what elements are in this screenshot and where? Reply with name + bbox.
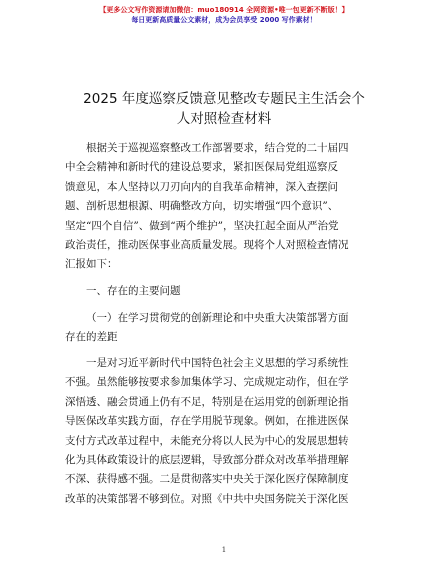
paragraph-1-line: 中全会精神和新时代的建设总要求，紧扣医保局党组巡察反 xyxy=(65,161,338,174)
document-title-line-2: 人对照检查材料 xyxy=(176,111,272,127)
paragraph-2-line: 深悟透、融会贯通上仍有不足，特别是在运用党的创新理论指 xyxy=(65,395,349,408)
promo-banner-line-1: 【更多公文写作资源请加微信：muo180914 全网资源•唯一包更新不断版！】 xyxy=(99,6,349,14)
paragraph-1-line: 政治责任，推动医保事业高质量发展。现将个人对照检查情况 xyxy=(65,239,349,251)
paragraph-2-line: 一是对习近平新时代中国特色社会主义思想的学习系统性 xyxy=(86,357,349,369)
section-heading: 一、存在的主要问题 xyxy=(86,285,181,297)
paragraph-2-line: 改革的决策部署不够到位。对照《中共中央国务院关于深化医 xyxy=(65,492,349,505)
subsection-heading-line: （一）在学习贯彻党的创新理论和中央重大决策部署方面 xyxy=(86,312,349,324)
paragraph-2-line: 支付方式改革过程中，未能充分将以人民为中心的发展思想转 xyxy=(65,434,349,447)
subsection-heading-line: 存在的差距 xyxy=(65,331,118,344)
document-title-line-1: 2025 年度巡察反馈意见整改专题民主生活会个 xyxy=(83,91,365,107)
paragraph-1-line: 根据关于巡视巡察整改工作部署要求，结合党的二十届四 xyxy=(86,142,349,154)
paragraph-2-line: 不深、获得感不强。二是贯彻落实中央关于深化医疗保障制度 xyxy=(65,473,349,486)
paragraph-1-line: 馈意见，本人坚持以刀刃向内的自我革命精神，深入查摆问 xyxy=(65,180,338,193)
paragraph-1-line: 题、剖析思想根源、明确整改方向，切实增强“四个意识”、 xyxy=(65,200,339,213)
paragraph-2-line: 化为具体政策设计的底层逻辑，导致部分群众对改革举措理解 xyxy=(65,454,349,466)
promo-banner-line-2: 每日更新高质量公文素材，成为会员享受 2000 写作素材！ xyxy=(131,16,317,24)
paragraph-1-line: 汇报如下： xyxy=(65,258,118,271)
page-number: 1 xyxy=(221,546,227,554)
paragraph-2-line: 导医保改革实践方面，存在学用脱节现象。例如，在推进医保 xyxy=(65,415,349,428)
paragraph-1-line: 坚定“四个自信”、做到“两个维护”，坚决扛起全面从严治党 xyxy=(65,219,339,232)
paragraph-2-line: 不强。虽然能够按要求参加集体学习、完成规定动作，但在学 xyxy=(65,376,349,389)
